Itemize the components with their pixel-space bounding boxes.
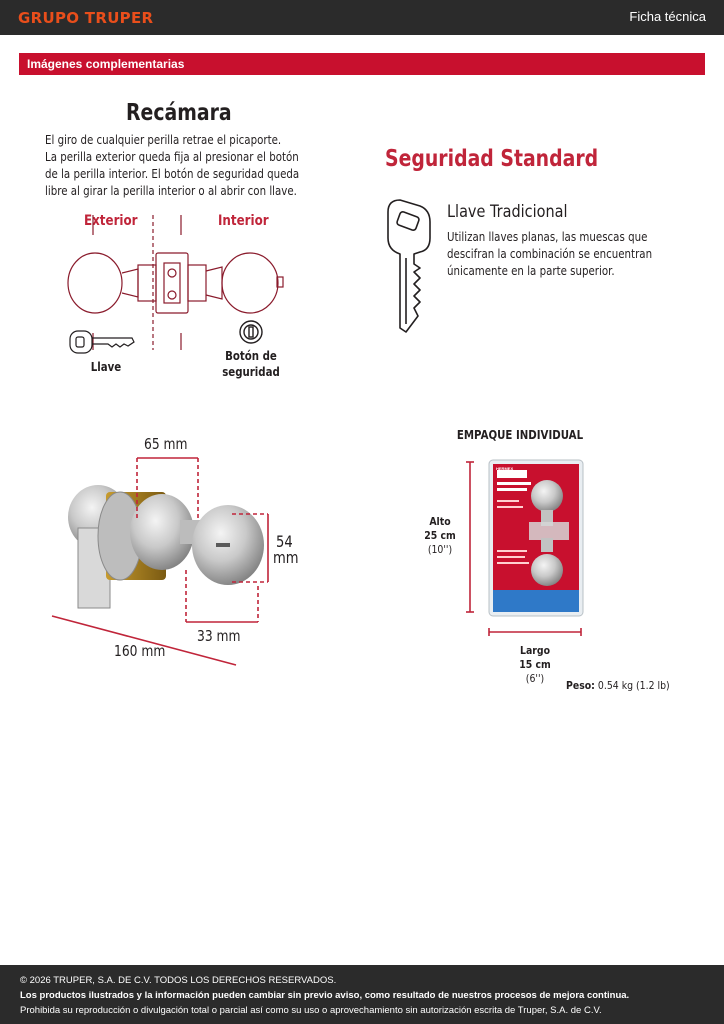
footer-copyright: © 2026 TRUPER, S.A. DE C.V. TODOS LOS DERECHOS RESERVADOS. bbox=[20, 975, 337, 986]
key-icon bbox=[68, 328, 138, 356]
recamara-line-1: El giro de cualquier perilla retrae el picaporte. bbox=[45, 132, 282, 147]
alto-label-line-1: Alto bbox=[429, 515, 451, 528]
package-product-text bbox=[497, 481, 526, 493]
traditional-key-icon bbox=[384, 198, 434, 336]
recamara-title: Recámara bbox=[126, 100, 232, 126]
truper-logo: GRUPO TRUPER bbox=[18, 9, 154, 27]
top-header-bar bbox=[0, 0, 724, 35]
section-title: Imágenes complementarias bbox=[27, 57, 185, 71]
interior-label: Interior bbox=[218, 213, 269, 229]
recamara-line-4: libre al girar la perilla interior o al abrir con llave. bbox=[45, 183, 297, 198]
recamara-line-2: La perilla exterior queda fija al presionar el botón bbox=[45, 149, 299, 164]
safety-button-icon bbox=[237, 318, 265, 346]
peso-value: 0.54 kg (1.2 lb) bbox=[597, 679, 670, 692]
recamara-description bbox=[45, 131, 307, 199]
peso-info bbox=[566, 679, 670, 692]
empaque-title: EMPAQUE INDIVIDUAL bbox=[456, 428, 584, 442]
seguridad-line-3: únicamente en la parte superior. bbox=[447, 263, 615, 278]
exterior-label: Exterior bbox=[84, 213, 138, 229]
seguridad-line-1: Utilizan llaves planas, las muescas que bbox=[447, 229, 648, 244]
largo-label-line-1: Largo bbox=[519, 644, 550, 657]
dimension-65mm: 65 mm bbox=[144, 435, 188, 453]
product-photo-knob-lock bbox=[40, 450, 300, 675]
boton-label-line-1: Botón de bbox=[225, 349, 277, 363]
alto-label-line-3: (10'') bbox=[427, 543, 453, 556]
dimension-33mm: 33 mm bbox=[197, 627, 241, 645]
largo-label-line-3: (6'') bbox=[525, 672, 545, 685]
document-type-label: Ficha técnica bbox=[629, 9, 706, 24]
dimension-54-unit: mm bbox=[273, 548, 299, 567]
llave-tradicional-title: Llave Tradicional bbox=[447, 202, 568, 222]
footer-legal: Prohibida su reproducción o divulgación total o parcial así como su uso o aprovechamiento sin autorización escrita de Truper, S.A. de C.V. bbox=[20, 1005, 602, 1016]
boton-seguridad-label bbox=[217, 348, 285, 380]
dimension-54: 54 bbox=[276, 532, 293, 551]
dimension-160mm: 160 mm bbox=[114, 642, 166, 660]
package-width-line bbox=[489, 627, 583, 637]
package-product-line-2: DE POMO bbox=[497, 487, 519, 492]
recamara-line-3: de la perilla interior. El botón de seguridad queda bbox=[45, 166, 300, 181]
alto-label bbox=[423, 515, 457, 557]
alto-label-line-2: 25 cm bbox=[424, 529, 456, 542]
seguridad-line-2: descifran la combinación se encuentran bbox=[447, 246, 653, 261]
boton-label-line-2: seguridad bbox=[222, 365, 280, 379]
footer bbox=[0, 965, 724, 1024]
package-product-line-1: CERRADURA bbox=[497, 481, 526, 486]
package-height-line bbox=[465, 462, 475, 614]
peso-label: Peso: bbox=[566, 679, 595, 692]
footer-disclaimer: Los productos ilustrados y la información pueden cambiar sin previo aviso, como resultado de nuestros procesos de mejora continua. bbox=[20, 990, 630, 1001]
package-brand-text: HERMEX bbox=[496, 466, 514, 471]
largo-label-line-2: 15 cm bbox=[519, 658, 551, 671]
llave-label: Llave bbox=[90, 360, 122, 374]
section-title-bar bbox=[19, 53, 705, 75]
largo-label bbox=[518, 644, 552, 686]
seguridad-description bbox=[447, 228, 685, 279]
seguridad-title: Seguridad Standard bbox=[385, 146, 599, 172]
